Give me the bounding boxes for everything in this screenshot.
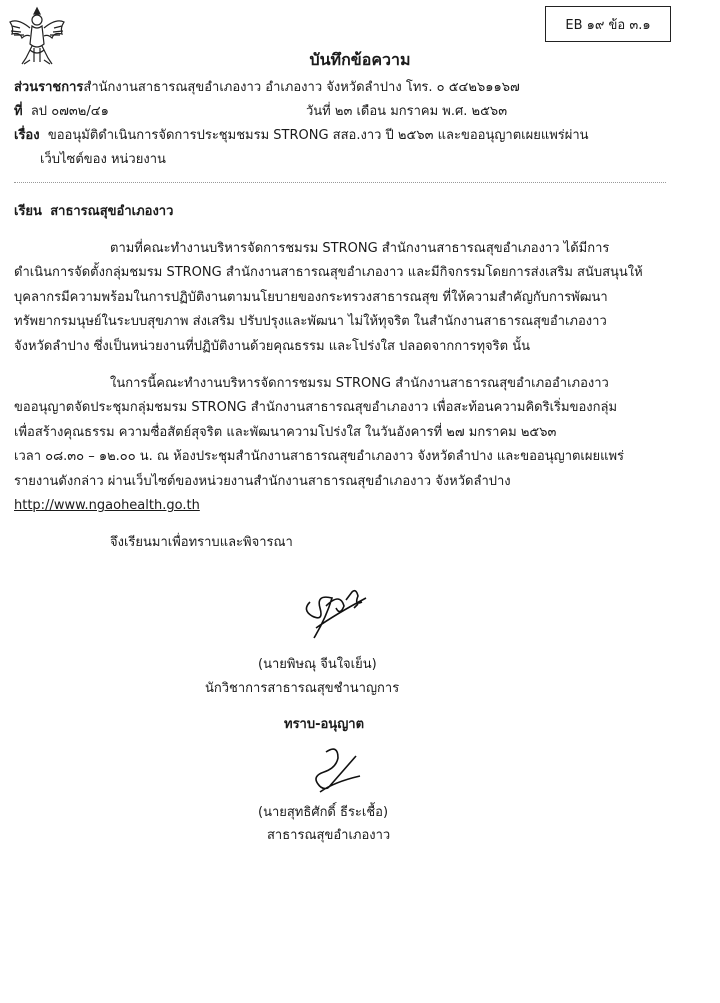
agency-label: ส่วนราชการ [14,80,84,95]
salutation-row [14,203,173,221]
para2-line: ขออนุญาตจัดประชุมกลุ่มชมรม STRONG สำนักงานสาธารณสุขอำเภองาว เพื่อสะท้อนความคิดริเริ่มของกลุ่ม [14,400,618,415]
para1-line: ทรัพยากรมนุษย์ในระบบสุขภาพ ส่งเสริม ปรับปรุงและพัฒนา ไม่ให้ทุจริต ในสำนักงานสาธารณสุขอำเภองาว [14,314,607,329]
ref-value: ลป ๐๗๓๒/๔๑ [30,104,109,119]
agency-row [14,79,520,97]
para2-line: เวลา ๐๘.๓๐ – ๑๒.๐๐ น. ณ ห้องประชุมสำนักงานสาธารณสุขอำเภองาว จังหวัดลำปาง และขออนุญาตเผยแพร่ [14,449,625,464]
approval-text: ทราบ-อนุญาต [284,717,365,732]
subject-line-2: เว็บไซต์ของ หน่วยงาน [40,152,166,167]
closing-text: จึงเรียนมาเพื่อทราบและพิจารณา [110,535,293,550]
para1-line: บุคลากรมีความพร้อมในการปฏิบัติงานตามนโยบายของกระทรวงสาธารณสุข ที่ให้ความสำคัญกับการพัฒนา [14,290,608,305]
para1-line: ดำเนินการจัดตั้งกลุ่มชมรม STRONG สำนักงานสาธารณสุขอำเภองาว และมีกิจกรรมโดยการส่งเสริม สนับสนุนให้ [14,265,643,280]
para1-line: ตามที่คณะทำงานบริหารจัดการชมรม STRONG สำนักงานสาธารณสุขอำเภองาว ได้มีการ [110,241,610,256]
signer1-name: (นายพิษณุ จีนใจเย็น) [258,657,377,672]
document-code: EB ๑๙ ข้อ ๓.๑ [565,17,651,33]
ref-row [14,103,109,121]
subject-label: เรื่อง [14,128,40,143]
memo-title: บันทึกข้อความ [309,50,411,69]
signer2-position: สาธารณสุขอำเภองาว [267,828,391,843]
signer2-name: (นายสุทธิศักดิ์ ธีระเชื้อ) [258,805,389,820]
date-text: วันที่ ๒๓ เดือน มกราคม พ.ศ. ๒๕๖๓ [306,104,508,119]
para2-line: รายงานดังกล่าว ผ่านเว็บไซต์ของหน่วยงานสำนักงานสาธารณสุขอำเภองาว จังหวัดลำปาง [14,474,511,489]
header-divider [14,182,666,183]
para2-line: ในการนี้คณะทำงานบริหารจัดการชมรม STRONG สำนักงานสาธารณสุขอำเภออำเภองาว [110,376,609,391]
para2-line: เพื่อสร้างคุณธรรม ความซื่อสัตย์สุจริต และพัฒนาความโปร่งใส ในวันอังคารที่ ๒๗ มกราคม ๒๕๖๓ [14,425,557,440]
para1-line: จังหวัดลำปาง ซึ่งเป็นหน่วยงานที่ปฏิบัติงานด้วยคุณธรรม และโปร่งใส ปลอดจากการทุจริต นั้น [14,339,530,354]
ref-label: ที่ [14,104,23,119]
to-label: เรียน [14,204,42,219]
subject-line-1: ขออนุมัติดำเนินการจัดการประชุมชมรม STRONG สสอ.งาว ปี ๒๕๖๓ และขออนุญาตเผยแพร่ผ่าน [47,128,589,143]
to-value: สาธารณสุขอำเภองาว [50,204,174,219]
signature-2 [298,742,370,798]
document-code-box [545,6,671,42]
signature-1 [296,578,372,644]
agency-value: สำนักงานสาธารณสุขอำเภองาว อำเภองาว จังหวัดลำปาง โทร. ๐ ๕๔๒๖๑๑๖๗ [83,80,520,95]
subject-row [14,127,589,145]
signer1-position: นักวิชาการสาธารณสุขชำนาญการ [205,681,400,696]
website-link[interactable]: http://www.ngaohealth.go.th [14,498,200,513]
